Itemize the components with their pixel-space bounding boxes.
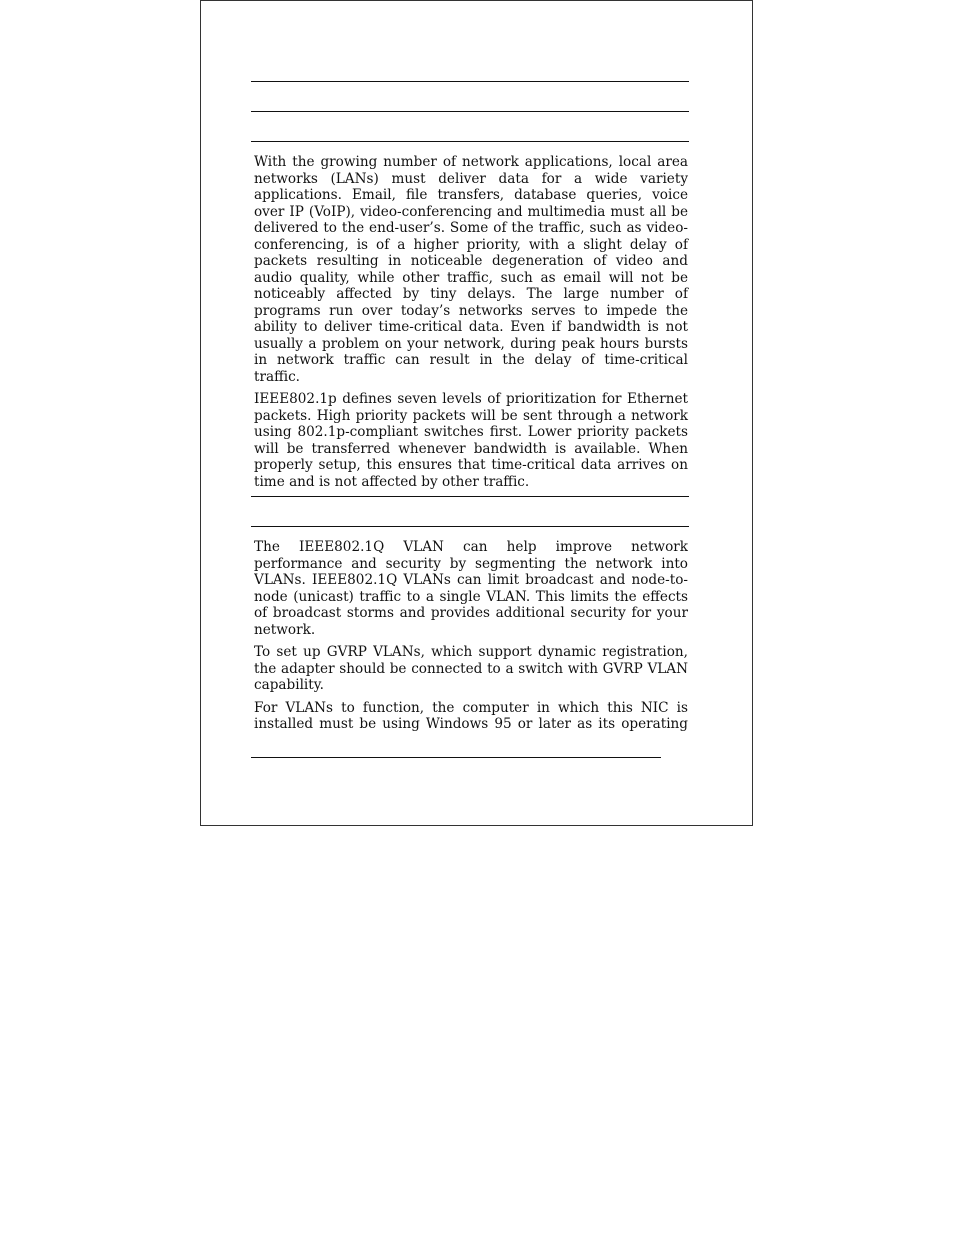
header-rule-bottom bbox=[251, 141, 689, 142]
header-rule-top bbox=[251, 81, 689, 82]
vlan-paragraph-2: To set up GVRP VLANs, which support dynamic registration, the adapter should be connected to a switch with GVRP VLAN capability. bbox=[254, 644, 688, 693]
vlan-paragraph-1: The IEEE802.1Q VLAN can help improve network performance and security by segmenting the network into VLANs. IEEE802.1Q VLANs can limit broadcast and node-to-node (unicast) traffic to a single VLAN. This limits the effects of broadcast storms and provides additional security for your network. bbox=[254, 539, 688, 638]
vlan-paragraph-3: For VLANs to function, the computer in which this NIC is installed must be using Windows 95 or later as its operating bbox=[254, 699, 688, 732]
vlan-section-body bbox=[254, 539, 688, 735]
qos-paragraph-1: With the growing number of network applications, local area networks (LANs) must deliver data for a wide variety applications. Email, file transfers, database queries, voice over IP (VoIP), video-conferencing and multimedia must all be delivered to the end-user’s. Some of the traffic, such as video-conferencing, is of a higher priority, with a slight delay of packets resulting in noticeable degeneration of video and audio quality, while other traffic, such as email will not be noticeably affected by tiny delays. The large number of programs run over today’s networks serves to impede the ability to deliver time-critical data. Even if bandwidth is not usually a problem on your network, during peak hours bursts in network traffic can result in the delay of time-critical traffic. bbox=[254, 154, 688, 385]
header-rule-middle bbox=[251, 111, 689, 112]
vlan-rule-top bbox=[251, 496, 689, 497]
qos-section-body bbox=[254, 154, 688, 496]
vlan-rule-bottom bbox=[251, 526, 689, 527]
document-page bbox=[200, 0, 753, 826]
footer-rule bbox=[251, 757, 661, 758]
qos-paragraph-2: IEEE802.1p defines seven levels of prioritization for Ethernet packets. High priority packets will be sent through a network using 802.1p-compliant switches first. Lower priority packets will be transferred whenever bandwidth is available. When properly setup, this ensures that time-critical data arrives on time and is not affected by other traffic. bbox=[254, 391, 688, 490]
